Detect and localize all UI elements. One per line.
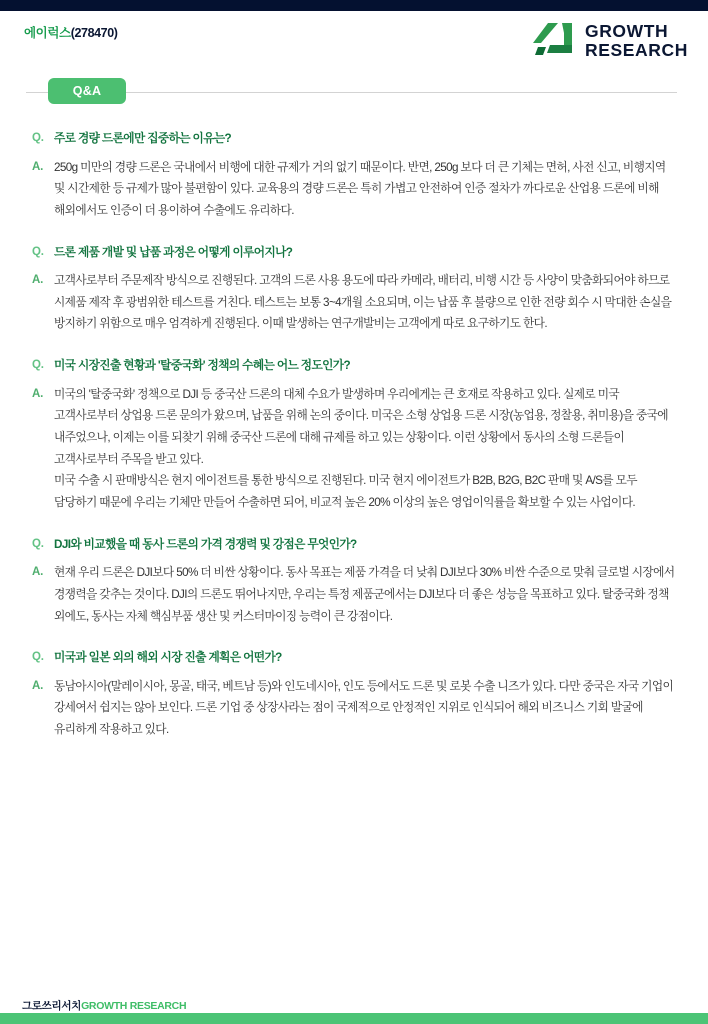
page-footer bbox=[0, 995, 708, 1013]
qa-question-row bbox=[0, 355, 708, 377]
question-marker: Q. bbox=[32, 651, 44, 664]
answer-paragraph: 동남아시아(말레이시아, 몽골, 태국, 베트남 등)와 인도네시아, 인도 등에서도 드론 및 로봇 수출 니즈가 있다. 다만 중국은 자국 기업이 강세여서 쉽지는 않아 보인다. 드론 기업 중 상장사라는 점이 국제적으로 안정적인 지위로 인식되어 해외 비즈니스 기회 발굴에 유리하게 작용하고 있다. bbox=[54, 679, 674, 737]
company-code: (278470) bbox=[70, 26, 118, 40]
top-accent-bar bbox=[0, 0, 708, 11]
logo-line-growth: GROWTH bbox=[584, 21, 669, 42]
answer-paragraph: 미국의 '탈중국화' 정책으로 DJI 등 중국산 드론의 대체 수요가 발생하며 우리에게는 큰 호재로 작용하고 있다. 실제로 미국 고객사로부터 상업용 드론 문의가 왔으며, 납품을 위해 논의 중이다. 미국은 소형 상업용 드론 시장(농업용, 정찰용, 취미용)을 중국에 내주었으나, 이제는 이를 되찾기 위해 중국산 드론에 대해 규제를 하고 있는 상황이다. 이런 상황에서 동사의 소형 드론들이 고객사로부터 주목을 받고 있다. bbox=[54, 387, 668, 466]
answer-paragraph: 미국 수출 시 판매방식은 현지 에이전트를 통한 방식으로 진행된다. 미국 현지 에이전트가 B2B, B2G, B2C 판매 및 A/S를 모두 담당하기 때문에 우리는 기체만 만들어 수출하면 되어, 비교적 높은 20% 이상의 높은 영업이익률을 확보할 수 있는 사업이다. bbox=[54, 474, 637, 509]
answer-marker: A. bbox=[32, 679, 44, 692]
section-badge-qa: Q&A bbox=[48, 78, 126, 104]
question-marker: Q. bbox=[32, 132, 44, 144]
answer-paragraph: 고객사로부터 주문제작 방식으로 진행된다. 고객의 드론 사용 용도에 따라 카메라, 배터리, 비행 시간 등 사양이 맞춤화되어야 하므로 시제품 제작 후 광범위한 테스트를 거친다. 테스트는 보통 3~4개월 소요되며, 이는 납품 후 불량으로 인한 전량 회수 시 막대한 손실을 방지하기 위함으로 매우 엄격하게 진행된다. 이때 발생하는 연구개발비는 고객에게 따로 요구하기도 한다. bbox=[54, 274, 672, 331]
answer-marker: A. bbox=[32, 274, 44, 287]
footer-brand-en: GROWTH RESEARCH bbox=[81, 1000, 187, 1012]
qa-question-row bbox=[0, 534, 708, 556]
company-name: 에이럭스 bbox=[24, 26, 71, 40]
footer-brand-ko: 그로쓰리서치 bbox=[22, 1000, 82, 1012]
section-header bbox=[0, 78, 708, 108]
company-title bbox=[24, 23, 118, 41]
qa-block bbox=[0, 128, 708, 222]
question-text: DJI와 비교했을 때 동사 드론의 가격 경쟁력 및 강점은 무엇인가? bbox=[54, 537, 357, 551]
answer-text bbox=[54, 676, 678, 741]
answer-text bbox=[54, 157, 678, 222]
qa-answer-row bbox=[0, 384, 708, 514]
question-marker: Q. bbox=[32, 359, 44, 372]
page-header bbox=[0, 11, 708, 69]
question-text: 미국 시장진출 현황과 '탈중국화' 정책의 수혜는 어느 정도인가? bbox=[54, 359, 350, 373]
answer-paragraph: 현재 우리 드론은 DJI보다 50% 더 비싼 상황이다. 동사 목표는 제품 가격을 더 낮춰 DJI보다 30% 비싼 수준으로 맞춰 글로벌 시장에서 경쟁력을 갖추는 것이다. DJI의 드론도 뛰어나지만, 우리는 특정 제품군에서는 DJI보다 더 좋은 성능을 목표하고 있다. 탈중국화 정책 외에도, 동사는 자체 핵심부품 생산 및 커스터마이징 능력이 큰 강점이다. bbox=[54, 566, 675, 623]
footer-brand bbox=[22, 998, 186, 1013]
answer-paragraph: 250g 미만의 경량 드론은 국내에서 비행에 대한 규제가 거의 없기 때문이다. 반면, 250g 보다 더 큰 기체는 면허, 사전 신고, 비행지역 및 시간제한 등 규제가 많아 불편함이 있다. 교육용의 경량 드론은 특히 가볍고 안전하여 인증 절차가 까다로운 산업용 드론에 비해 해외에서도 인증이 더 용이하여 수출에도 유리하다. bbox=[54, 160, 666, 217]
qa-question-row bbox=[0, 128, 708, 150]
qa-question-row bbox=[0, 242, 708, 264]
question-marker: Q. bbox=[32, 537, 44, 550]
answer-marker: A. bbox=[32, 566, 44, 579]
logo-line-research: RESEARCH bbox=[584, 40, 688, 60]
answer-text bbox=[54, 562, 678, 627]
qa-block bbox=[0, 534, 708, 628]
question-text: 드론 제품 개발 및 납품 과정은 어떻게 이루어지나? bbox=[54, 245, 293, 259]
qa-answer-row bbox=[0, 270, 708, 335]
qa-answer-row bbox=[0, 676, 708, 741]
answer-marker: A. bbox=[32, 160, 44, 173]
answer-text bbox=[54, 384, 678, 514]
bottom-accent-bar bbox=[0, 1013, 708, 1024]
answer-text bbox=[54, 270, 678, 335]
growth-research-logo-icon bbox=[532, 21, 576, 61]
question-marker: Q. bbox=[32, 245, 44, 258]
growth-research-logo-text bbox=[585, 22, 688, 59]
question-text: 미국과 일본 외의 해외 시장 진출 계획은 어떤가? bbox=[54, 651, 282, 665]
qa-answer-row bbox=[0, 157, 708, 222]
qa-block bbox=[0, 355, 708, 513]
qa-block bbox=[0, 647, 708, 741]
qa-answer-row bbox=[0, 562, 708, 627]
qa-question-row bbox=[0, 647, 708, 669]
question-text: 주로 경량 드론에만 집중하는 이유는? bbox=[54, 132, 232, 145]
answer-marker: A. bbox=[32, 387, 44, 400]
qa-block bbox=[0, 242, 708, 336]
growth-research-logo bbox=[532, 17, 688, 65]
qa-list bbox=[0, 128, 708, 761]
